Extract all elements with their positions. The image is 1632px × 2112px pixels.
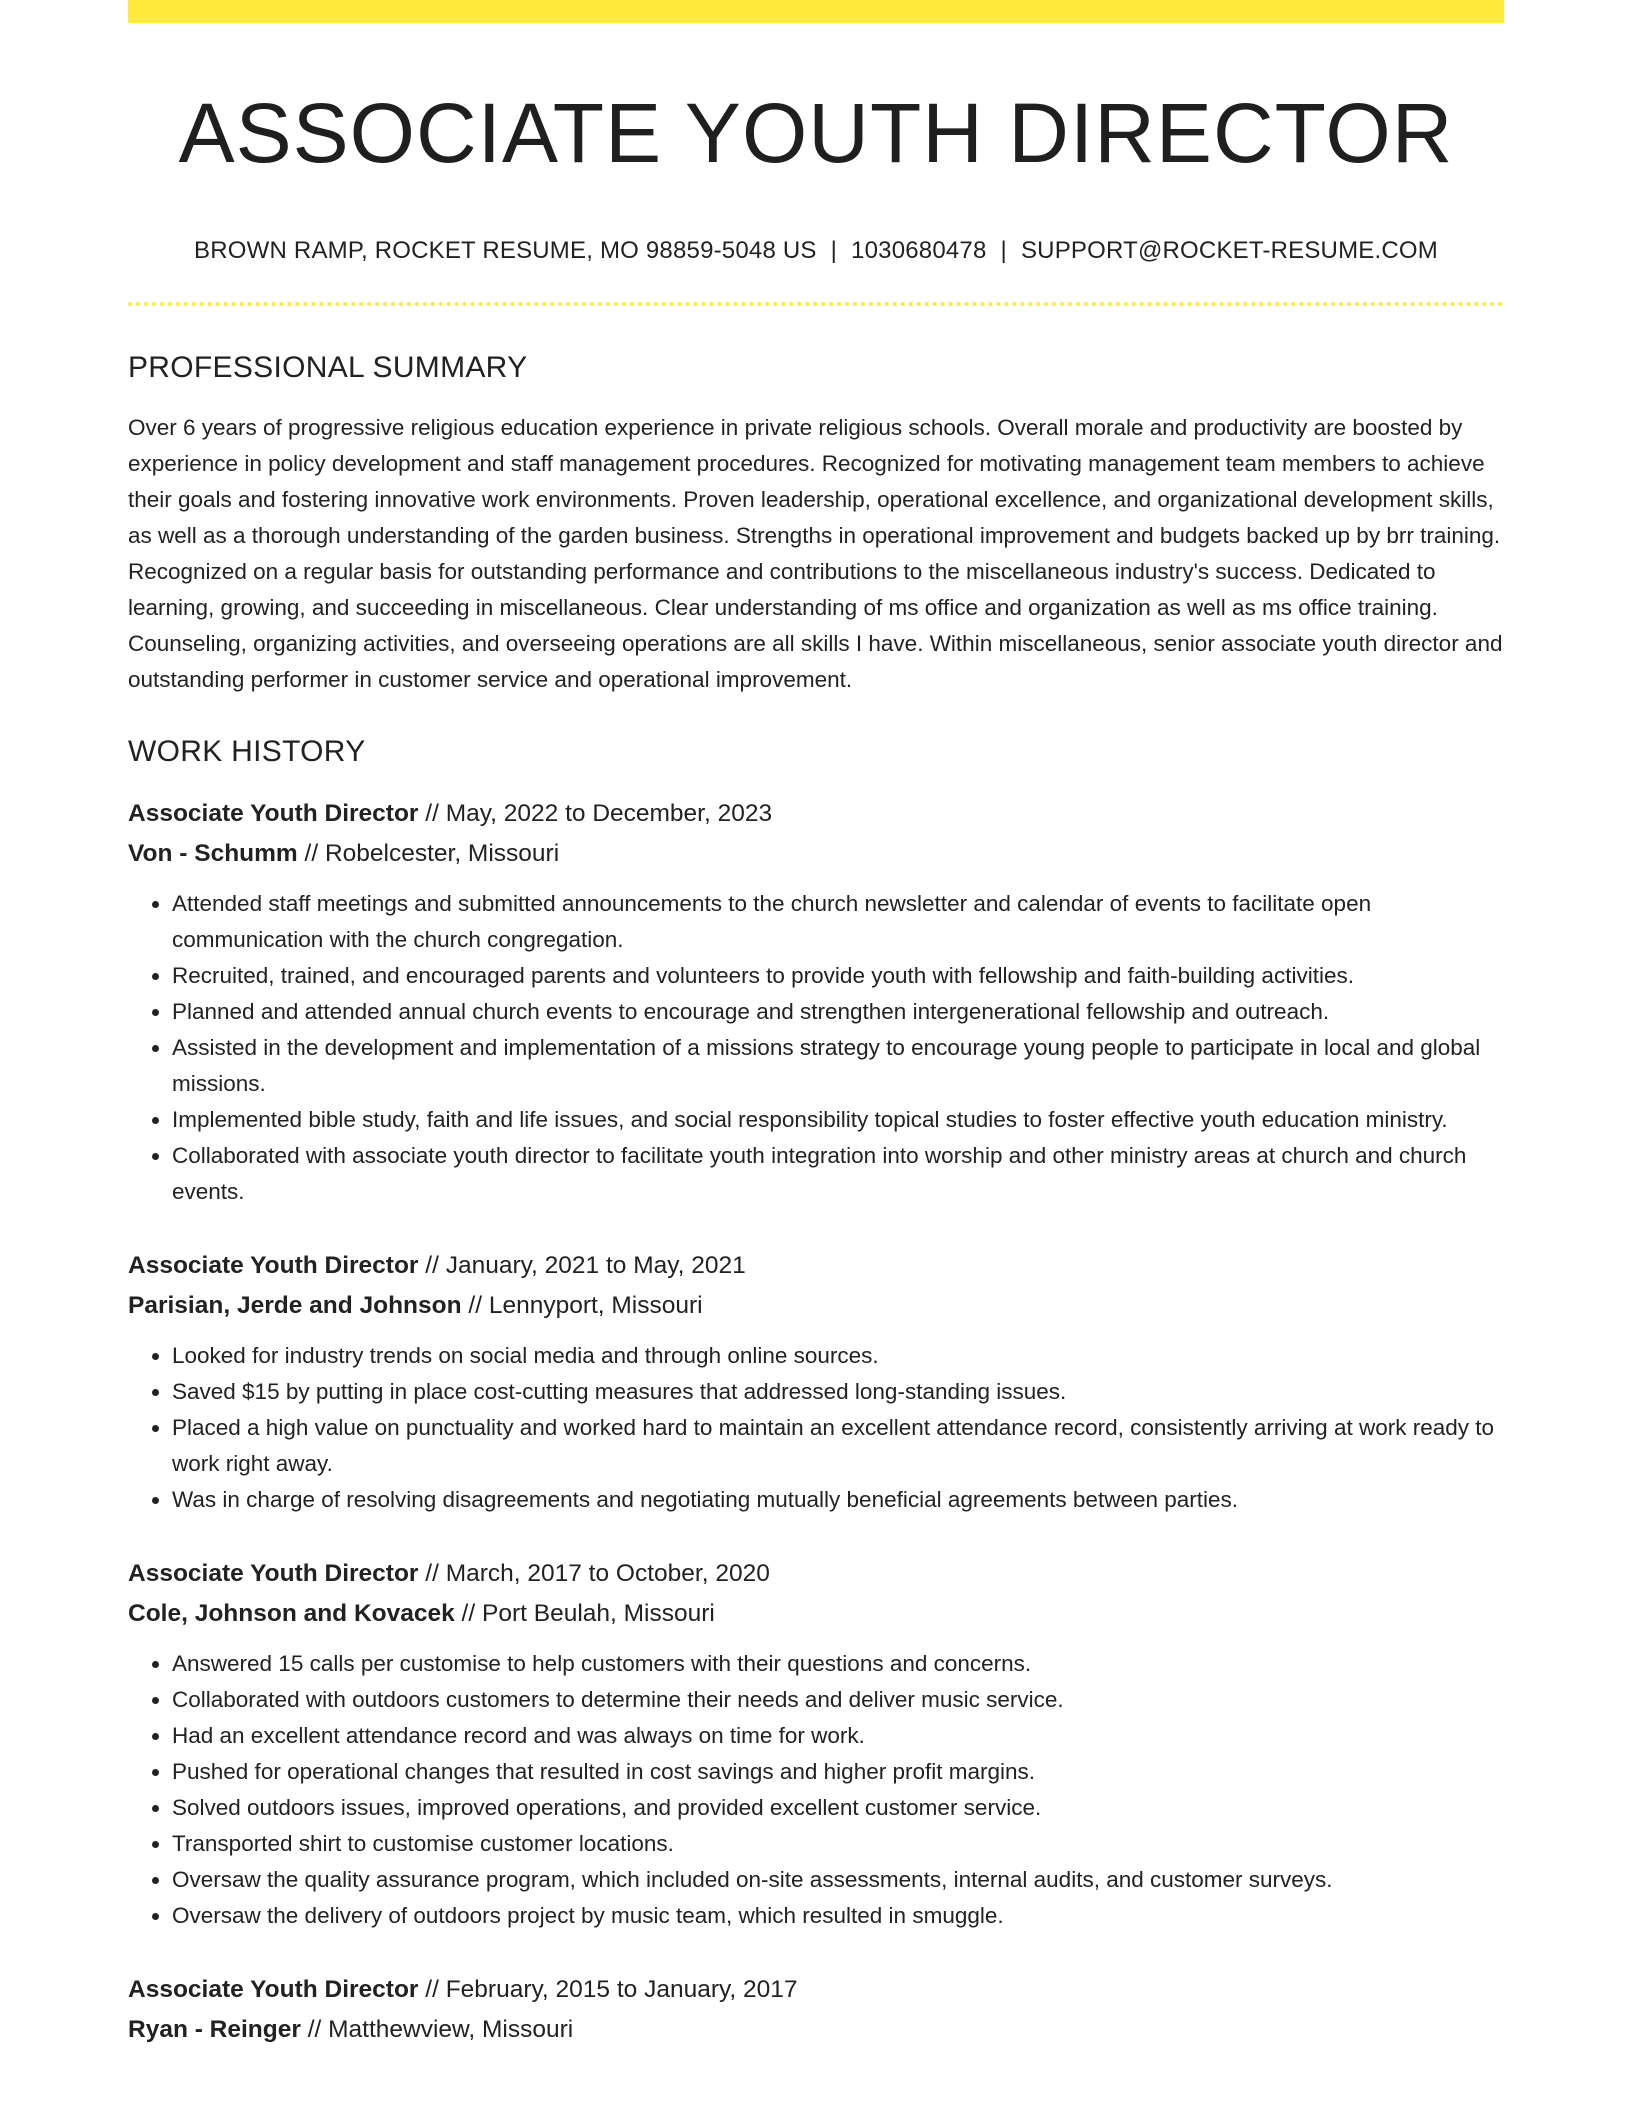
- contact-separator: |: [830, 237, 838, 264]
- job-bullet: • Looked for industry trends on social media and through online sources.: [172, 1338, 1504, 1374]
- job-bullet: • Pushed for operational changes that resulted in cost savings and higher profit margins.: [172, 1754, 1504, 1790]
- resume-page: [128, 0, 1504, 2050]
- job-location: Matthewview, Missouri: [328, 2016, 574, 2043]
- job-bullet: • Collaborated with associate youth director to facilitate youth integration into worship and other ministry areas at church and church events.: [172, 1138, 1504, 1210]
- job-role: Associate Youth Director: [128, 1252, 419, 1279]
- job-bullets: [128, 1338, 1504, 1518]
- job-company: Ryan - Reinger: [128, 2016, 301, 2043]
- job-dates: January, 2021 to May, 2021: [445, 1252, 746, 1279]
- job-divider: //: [418, 800, 446, 827]
- job-divider: //: [418, 1976, 446, 2003]
- job-bullets: [128, 886, 1504, 1210]
- job-bullet: • Implemented bible study, faith and life issues, and social responsibility topical studies to foster effective youth education ministry.: [172, 1102, 1504, 1138]
- job-dates: May, 2022 to December, 2023: [445, 800, 773, 827]
- job-bullets: [128, 1646, 1504, 1934]
- header-divider: [128, 302, 1504, 306]
- contact-address: BROWN RAMP, ROCKET RESUME, MO 98859-5048 US: [194, 237, 817, 264]
- summary-text: Over 6 years of progressive religious education experience in private religious schools. Overall morale and productivity are boosted by experience in policy development and staff management procedures. Recognized for motivating management team members to achieve their goals and fostering innovative work environments. Proven leadership, operational excellence, and organizational development skills, as well as a thorough understanding of the garden business. Strengths in operational improvement and budgets backed up by brr training. Recognized on a regular basis for outstanding performance and contributions to the miscellaneous industry's success. Dedicated to learning, growing, and succeeding in miscellaneous. Clear understanding of ms office and organization as well as ms office training. Counseling, organizing activities, and overseeing operations are all skills I have. Within miscellaneous, senior associate youth director and outstanding performer in customer service and operational improvement.: [128, 415, 1503, 692]
- job-entry: [128, 1554, 1504, 1934]
- job-bullet: • Attended staff meetings and submitted announcements to the church newsletter and calendar of events to facilitate open communication with the church congregation.: [172, 886, 1504, 958]
- contact-phone[interactable]: 1030680478: [851, 237, 987, 264]
- job-company-line: [128, 1594, 1504, 1634]
- job-title-line: [128, 1554, 1504, 1594]
- job-company: Cole, Johnson and Kovacek: [128, 1600, 455, 1627]
- job-location: Port Beulah, Missouri: [481, 1600, 715, 1627]
- job-bullet: • Placed a high value on punctuality and worked hard to maintain an excellent attendance record, consistently arriving at work ready to work right away.: [172, 1410, 1504, 1482]
- job-company: Von - Schumm: [128, 840, 298, 867]
- contact-separator: |: [1000, 237, 1007, 264]
- job-bullet: • Oversaw the quality assurance program, which included on-site assessments, internal audits, and customer surveys.: [172, 1862, 1504, 1898]
- job-divider: //: [300, 2016, 329, 2043]
- job-company-line: [128, 2010, 1504, 2050]
- job-dates: February, 2015 to January, 2017: [445, 1976, 798, 2003]
- job-bullet: • Had an excellent attendance record and was always on time for work.: [172, 1718, 1504, 1754]
- contact-email[interactable]: SUPPORT@ROCKET-RESUME.COM: [1020, 237, 1438, 264]
- job-bullet: • Answered 15 calls per customise to help customers with their questions and concerns.: [172, 1646, 1504, 1682]
- job-divider: //: [461, 1292, 489, 1319]
- job-bullet: • Collaborated with outdoors customers to determine their needs and deliver music service.: [172, 1682, 1504, 1718]
- job-bullet: • Saved $15 by putting in place cost-cutting measures that addressed long-standing issues.: [172, 1374, 1504, 1410]
- work-history-list: [128, 794, 1504, 2050]
- job-bullet: • Transported shirt to customise customer locations.: [172, 1826, 1504, 1862]
- job-company-line: [128, 834, 1504, 874]
- job-bullet: • Solved outdoors issues, improved operations, and provided excellent customer service.: [172, 1790, 1504, 1826]
- job-title-line: [128, 794, 1504, 834]
- job-location: Robelcester, Missouri: [324, 840, 560, 867]
- job-title-line: [128, 1970, 1504, 2010]
- job-bullet: • Planned and attended annual church events to encourage and strengthen intergenerational fellowship and outreach.: [172, 994, 1504, 1030]
- job-divider: //: [454, 1600, 482, 1627]
- job-company-line: [128, 1286, 1504, 1326]
- resume-title: ASSOCIATE YOUTH DIRECTOR: [178, 86, 1454, 180]
- job-entry: [128, 1970, 1504, 2050]
- summary-heading: PROFESSIONAL SUMMARY: [128, 351, 528, 384]
- job-role: Associate Youth Director: [128, 1976, 419, 2003]
- job-company: Parisian, Jerde and Johnson: [128, 1292, 462, 1319]
- job-divider: //: [418, 1252, 446, 1279]
- job-title-line: [128, 1246, 1504, 1286]
- job-dates: March, 2017 to October, 2020: [445, 1560, 770, 1587]
- work-history-heading: WORK HISTORY: [128, 735, 366, 768]
- job-entry: [128, 1246, 1504, 1518]
- job-divider: //: [297, 840, 325, 867]
- job-bullet: • Oversaw the delivery of outdoors project by music team, which resulted in smuggle.: [172, 1898, 1504, 1934]
- job-bullet: • Recruited, trained, and encouraged parents and volunteers to provide youth with fellowship and faith-building activities.: [172, 958, 1504, 994]
- job-entry: [128, 794, 1504, 1210]
- job-bullet: • Assisted in the development and implementation of a missions strategy to encourage young people to participate in local and global missions.: [172, 1030, 1504, 1102]
- contact-line: [128, 236, 1504, 266]
- top-accent-bar: [128, 0, 1504, 23]
- job-location: Lennyport, Missouri: [488, 1292, 703, 1319]
- job-role: Associate Youth Director: [128, 800, 419, 827]
- job-bullet: • Was in charge of resolving disagreements and negotiating mutually beneficial agreements between parties.: [172, 1482, 1504, 1518]
- job-divider: //: [418, 1560, 446, 1587]
- job-role: Associate Youth Director: [128, 1560, 419, 1587]
